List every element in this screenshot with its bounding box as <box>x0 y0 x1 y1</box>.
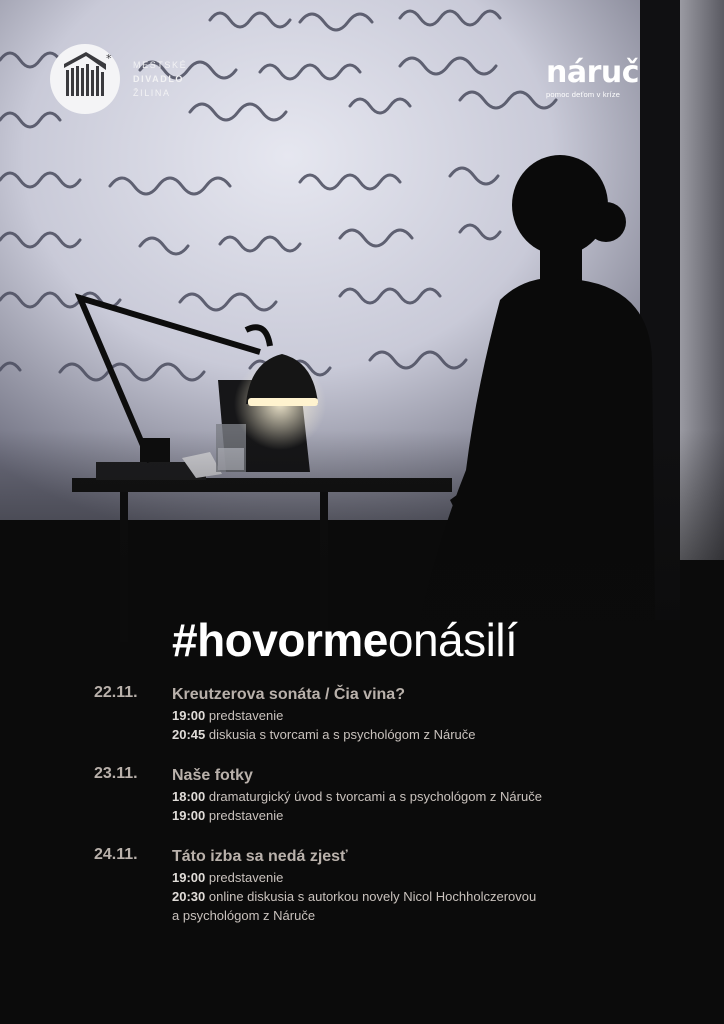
event-date: 23.11. <box>94 765 138 782</box>
theatre-logo[interactable] <box>50 44 187 114</box>
event-item <box>172 868 694 887</box>
event-description: online diskusia s autorkou novely Nicol Hochholczerovou <box>208 889 537 904</box>
event-time: 20:45 <box>172 727 206 742</box>
svg-text:*: * <box>106 52 112 65</box>
event-description: dramaturgický úvod s tvorcami a s psychológom z Náruče <box>208 789 542 804</box>
hashtag-light-part: onásilí <box>387 614 518 666</box>
hashtag-headline <box>172 613 517 667</box>
event-title: Táto izba sa nedá zjesť <box>172 848 348 865</box>
naruc-logo[interactable] <box>546 55 676 99</box>
program-list <box>94 684 694 946</box>
event-description: a psychológom z Náruče <box>172 908 316 923</box>
event-item <box>172 725 694 744</box>
logo-line-2: DIVADLO <box>133 74 185 84</box>
event-date: 24.11. <box>94 846 138 863</box>
event-title: Naše fotky <box>172 767 253 784</box>
naruc-tagline: pomoc deťom v kríze <box>546 90 621 99</box>
event-item-continuation <box>172 906 694 925</box>
event-description: predstavenie <box>208 708 284 723</box>
event-time: 19:00 <box>172 870 206 885</box>
event-date: 22.11. <box>94 684 138 701</box>
event-22-11 <box>94 684 694 744</box>
event-time: 20:30 <box>172 889 206 904</box>
event-item <box>172 887 694 906</box>
logo-line-1: MESTSKÉ <box>133 60 188 70</box>
event-item <box>172 787 694 806</box>
theatre-building-icon <box>50 44 120 114</box>
event-item <box>172 706 694 725</box>
event-time: 19:00 <box>172 708 206 723</box>
event-description: diskusia s tvorcami a s psychológom z Náruče <box>208 727 476 742</box>
event-title: Kreutzerova sonáta / Čia vina? <box>172 686 405 703</box>
event-24-11 <box>94 846 694 925</box>
hashtag-bold-part: #hovorme <box>172 614 388 666</box>
event-23-11 <box>94 765 694 825</box>
event-time: 19:00 <box>172 808 206 823</box>
event-description: predstavenie <box>208 870 284 885</box>
event-description: predstavenie <box>208 808 284 823</box>
naruc-wordmark: náruč <box>546 55 640 90</box>
logo-line-3: ŽILINA <box>133 88 171 98</box>
event-item <box>172 806 694 825</box>
event-time: 18:00 <box>172 789 206 804</box>
